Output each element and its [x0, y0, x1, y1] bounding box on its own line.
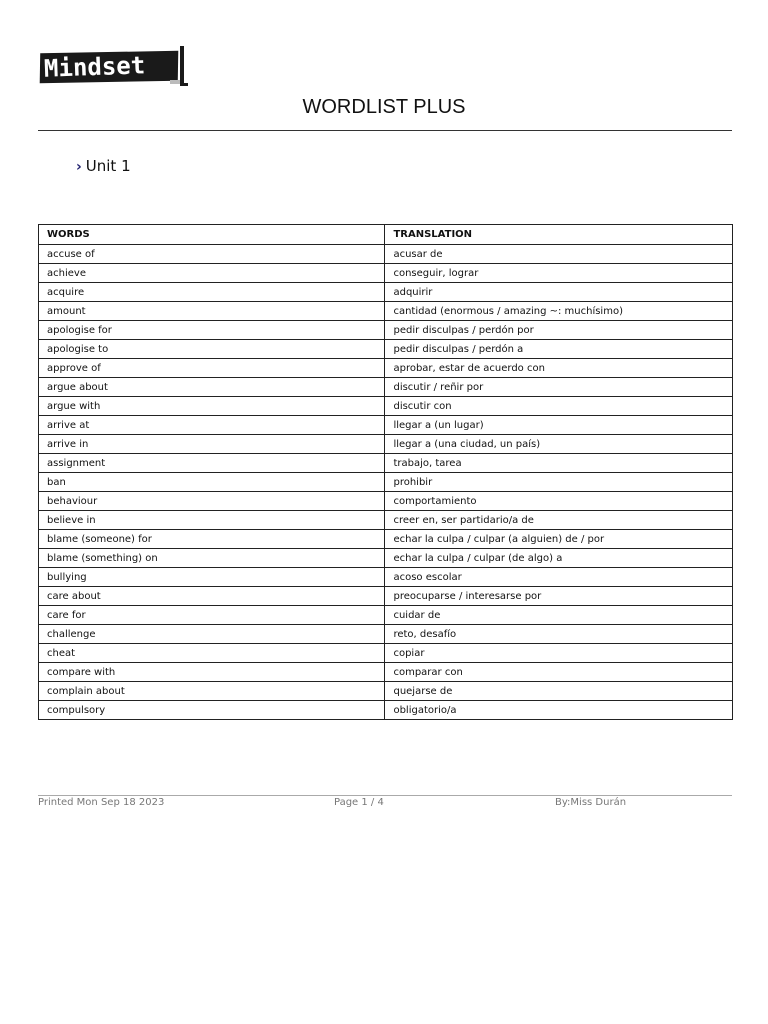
word-cell: compare with [39, 663, 385, 682]
table-row [39, 682, 733, 701]
table-row [39, 359, 733, 378]
table-row [39, 283, 733, 302]
word-cell: arrive in [39, 435, 385, 454]
word-cell: accuse of [39, 245, 385, 264]
table-row [39, 530, 733, 549]
wordlist-table [38, 224, 733, 720]
table-row [39, 321, 733, 340]
footer-divider [38, 795, 732, 796]
translation-cell: acusar de [385, 245, 733, 264]
word-cell: complain about [39, 682, 385, 701]
logo-level-mark [180, 46, 188, 86]
translation-cell: creer en, ser partidario/a de [385, 511, 733, 530]
translation-cell: preocuparse / interesarse por [385, 587, 733, 606]
table-row [39, 454, 733, 473]
footer-printed-date: Printed Mon Sep 18 2023 [38, 797, 165, 808]
translation-cell: discutir con [385, 397, 733, 416]
column-header-words: WORDS [39, 225, 385, 245]
word-cell: apologise to [39, 340, 385, 359]
word-cell: acquire [39, 283, 385, 302]
footer-page-number: Page 1 / 4 [334, 797, 384, 808]
word-cell: arrive at [39, 416, 385, 435]
title-divider [38, 130, 732, 131]
table-row [39, 492, 733, 511]
table-row [39, 606, 733, 625]
translation-cell: comportamiento [385, 492, 733, 511]
word-cell: ban [39, 473, 385, 492]
word-cell: argue with [39, 397, 385, 416]
word-cell: blame (someone) for [39, 530, 385, 549]
word-cell: believe in [39, 511, 385, 530]
translation-cell: obligatorio/a [385, 701, 733, 720]
page-title: WORDLIST PLUS [302, 96, 466, 118]
word-cell: challenge [39, 625, 385, 644]
table-row [39, 245, 733, 264]
word-cell: amount [39, 302, 385, 321]
translation-cell: quejarse de [385, 682, 733, 701]
table-row [39, 549, 733, 568]
table-row [39, 625, 733, 644]
word-cell: apologise for [39, 321, 385, 340]
translation-cell: reto, desafío [385, 625, 733, 644]
table-body [39, 245, 733, 720]
translation-cell: adquirir [385, 283, 733, 302]
word-cell: behaviour [39, 492, 385, 511]
table-row [39, 663, 733, 682]
word-cell: care for [39, 606, 385, 625]
table-row [39, 378, 733, 397]
logo-text: Mindset [43, 51, 146, 83]
word-cell: compulsory [39, 701, 385, 720]
translation-cell: aprobar, estar de acuerdo con [385, 359, 733, 378]
mindset-logo [38, 44, 190, 88]
unit-heading [76, 157, 131, 175]
translation-cell: acoso escolar [385, 568, 733, 587]
translation-cell: echar la culpa / culpar (de algo) a [385, 549, 733, 568]
translation-cell: discutir / reñir por [385, 378, 733, 397]
table-row [39, 568, 733, 587]
table-row [39, 302, 733, 321]
translation-cell: echar la culpa / culpar (a alguien) de / por [385, 530, 733, 549]
translation-cell: copiar [385, 644, 733, 663]
translation-cell: trabajo, tarea [385, 454, 733, 473]
translation-cell: pedir disculpas / perdón a [385, 340, 733, 359]
word-cell: argue about [39, 378, 385, 397]
table-row [39, 701, 733, 720]
translation-cell: pedir disculpas / perdón por [385, 321, 733, 340]
translation-cell: llegar a (un lugar) [385, 416, 733, 435]
word-cell: care about [39, 587, 385, 606]
translation-cell: llegar a (una ciudad, un país) [385, 435, 733, 454]
table-row [39, 587, 733, 606]
table-row [39, 340, 733, 359]
table-row [39, 473, 733, 492]
table-header-row [39, 225, 733, 245]
table-row [39, 435, 733, 454]
table-row [39, 416, 733, 435]
chevron-right-icon: › [76, 159, 82, 175]
table-row [39, 397, 733, 416]
word-cell: approve of [39, 359, 385, 378]
column-header-translation: TRANSLATION [385, 225, 733, 245]
word-cell: achieve [39, 264, 385, 283]
table-row [39, 511, 733, 530]
unit-label: Unit 1 [85, 157, 131, 175]
translation-cell: prohibir [385, 473, 733, 492]
translation-cell: comparar con [385, 663, 733, 682]
table-row [39, 644, 733, 663]
word-cell: assignment [39, 454, 385, 473]
word-cell: bullying [39, 568, 385, 587]
translation-cell: cuidar de [385, 606, 733, 625]
translation-cell: conseguir, lograr [385, 264, 733, 283]
table-row [39, 264, 733, 283]
footer-author: By:Miss Durán [555, 797, 627, 808]
translation-cell: cantidad (enormous / amazing ~: muchísimo) [385, 302, 733, 321]
word-cell: cheat [39, 644, 385, 663]
word-cell: blame (something) on [39, 549, 385, 568]
